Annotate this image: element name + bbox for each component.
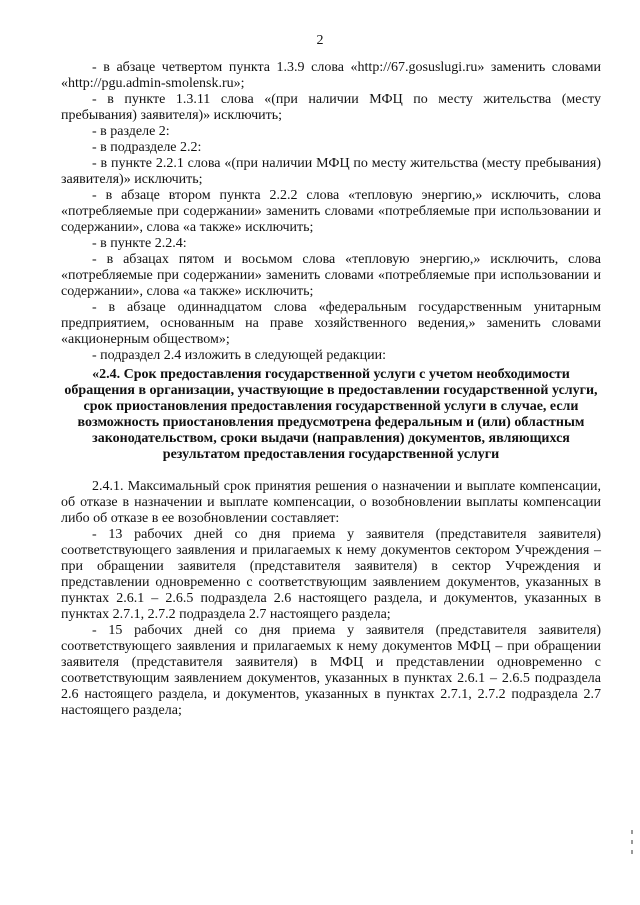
- section-paragraph: - 13 рабочих дней со дня приема у заявителя (представителя заявителя) соответствующего заявления и прилагаемых к нему документов сектором Учреждения – при обращении заявителя (представителя заявителя) в сектор Учреждения и представлении одновременно с соответствующим заявлением документов, указанных в пунктах 2.6.1 – 2.6.5 подраздела 2.6 настоящего раздела, и документов, указанных в пунктах 2.7.1, 2.7.2 подраздела 2.7 настоящего раздела;: [61, 527, 601, 622]
- paragraph: - в подразделе 2.2:: [92, 140, 202, 155]
- paragraph: - в пункте 2.2.1 слова «(при наличии МФЦ по месту жительства (месту пребывания) заявителя)» исключить;: [61, 156, 601, 187]
- scan-mark: [631, 840, 633, 844]
- document-body: [61, 60, 601, 719]
- scan-mark: [631, 850, 633, 854]
- scan-edge-marks: [631, 830, 634, 870]
- spacer: [61, 463, 601, 479]
- paragraph: - в абзаце одиннадцатом слова «федеральным государственным унитарным предприятием, основанным на праве хозяйственного ведения,» заменить словами «акционерным обществом»;: [61, 300, 601, 347]
- paragraph: - в пункте 1.3.11 слова «(при наличии МФЦ по месту жительства (месту пребывания) заявителя)» исключить;: [61, 92, 601, 123]
- paragraph: - подраздел 2.4 изложить в следующей редакции:: [92, 348, 386, 363]
- paragraph: - в абзацах пятом и восьмом слова «тепловую энергию,» исключить, слова «потребляемые при содержании» заменить словами «потребляемые при использовании и содержании», слова «а также» исключить;: [61, 252, 601, 299]
- paragraph: - в разделе 2:: [92, 124, 170, 139]
- paragraph: - в абзаце втором пункта 2.2.2 слова «тепловую энергию,» исключить, слова «потребляемые при содержании» заменить словами «потребляемые при использовании и содержании», слова «а также» исключить;: [61, 188, 601, 235]
- section-heading: «2.4. Срок предоставления государственной услуги с учетом необходимости обращения в организации, участвующие в предоставлении государственной услуги, срок приостановления предоставления государственной услуги в случае, если возможность приостановления предусмотрена федеральным и (или) областным законодательством, сроки выдачи (направления) документов, являющихся результатом предоставления государственной услуги: [64, 367, 598, 462]
- page-number: 2: [316, 33, 324, 48]
- section-paragraph: 2.4.1. Максимальный срок принятия решения о назначении и выплате компенсации, об отказе в назначении и выплате компенсации, о возобновлении выплаты компенсации либо об отказе в ее возобновлении составляет:: [61, 479, 601, 526]
- paragraph: - в пункте 2.2.4:: [92, 236, 187, 251]
- scan-mark: [631, 830, 633, 834]
- paragraph: - в абзаце четвертом пункта 1.3.9 слова «http://67.gosuslugi.ru» заменить словами «http://pgu.admin-smolensk.ru»;: [61, 60, 601, 91]
- section-paragraph: - 15 рабочих дней со дня приема у заявителя (представителя заявителя) соответствующего заявления и прилагаемых к нему документов МФЦ – при обращении заявителя (представителя заявителя) в МФЦ и представлении одновременно с соответствующим заявлением документов, указанных в пунктах 2.6.1 – 2.6.5 подраздела 2.6 настоящего раздела, и документов, указанных в пунктах 2.7.1, 2.7.2 подраздела 2.7 настоящего раздела;: [61, 623, 601, 718]
